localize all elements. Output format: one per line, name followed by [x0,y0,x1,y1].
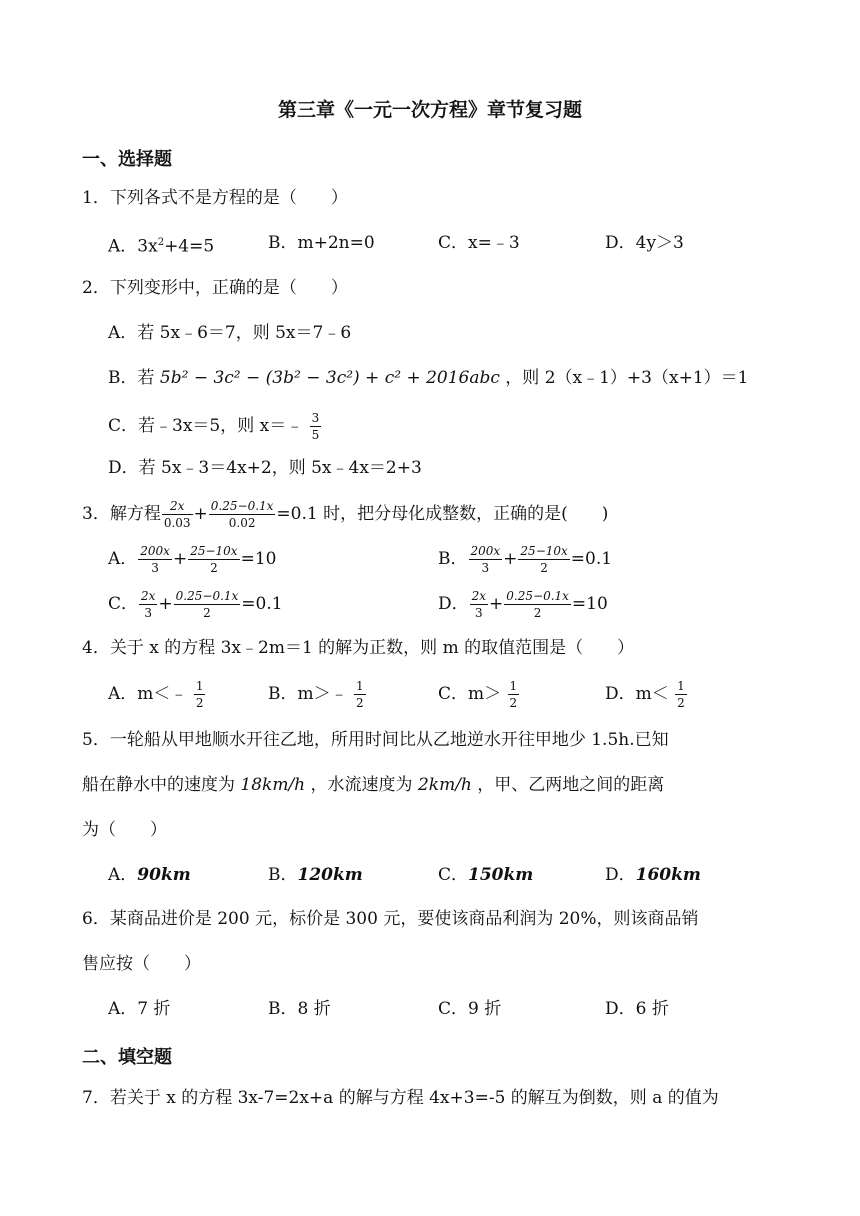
question-2-option-a: A．若 5x﹣6＝7，则 5x＝7﹣6 [108,323,352,343]
section-heading-fill: 二、填空题 [82,1047,172,1068]
question-4-option-d: D．m＜ $\frac{1}{2}$ [605,679,685,710]
fraction: $\frac{3}{5}$ [311,411,320,442]
question-2-option-c: C．若﹣3x＝5，则 x＝﹣ $\frac{3}{5}$ [108,411,320,442]
question-6-option-c: C．9 折 [438,999,502,1019]
question-1-option-b: B．m+2n=0 [268,233,375,253]
question-3-option-c: C． $\frac{2x}{3}$ + $\frac{0.25-0.1x}{2}$ =0.1 [108,589,283,620]
question-1-option-d: D．4y＞3 [605,233,684,253]
question-3-option-d: D． $\frac{2x}{3}$ + $\frac{0.25-0.1x}{2}$ =10 [438,589,608,620]
question-7-line-1: 7．若关于 x 的方程 3x-7=2x+a 的解与方程 4x+3=-5 的解互为倒数，则 a 的值为 [82,1088,719,1108]
question-6-option-d: D．6 折 [605,999,669,1019]
fraction: $\frac{2x}{3}$ [141,589,156,620]
question-5-line-1: 5．一轮船从甲地顺水开往乙地，所用时间比从乙地逆水开往甲地少 1.5h.已知 [82,730,669,750]
question-2-stem: 2．下列变形中，正确的是（ ） [82,278,348,298]
question-3-option-a: A． $\frac{200x}{3}$ + $\frac{25-10x}{2}$ =10 [108,544,277,575]
question-1-option-c: C．x=﹣3 [438,233,520,253]
question-5-option-a: A．90km [108,865,191,885]
question-3-option-b: B． $\frac{200x}{3}$ + $\frac{25-10x}{2}$ =0.1 [438,544,613,575]
question-5-line-2: 船在静水中的速度为 18km/h ，水流速度为 2km/h ，甲、乙两地之间的距离 [82,775,665,795]
question-2-option-d: D．若 5x﹣3＝4x+2，则 5x﹣4x＝2+3 [108,458,422,478]
question-4-option-a: A．m＜﹣ $\frac{1}{2}$ [108,679,204,710]
fraction: $\frac{1}{2}$ [677,679,685,710]
fraction: $\frac{1}{2}$ [509,679,518,710]
fraction: $\frac{0.25-0.1x}{2}$ [175,589,239,620]
question-2-option-b: B．若 5b² − 3c² − (3b² − 3c²) + c² + 2016abc ，则 2（x﹣1）+3（x+1）＝1 [108,368,749,388]
fraction: $\frac{25-10x}{2}$ [520,544,568,575]
question-6-line-1: 6．某商品进价是 200 元，标价是 300 元，要使该商品利润为 20%，则该商品销 [82,909,699,929]
question-1-stem: 1．下列各式不是方程的是（ ） [82,188,348,208]
question-2-expression: 5b² − 3c² − (3b² − 3c²) + c² + 2016abc [159,368,500,388]
fraction: $\frac{0.25-0.1x}{0.02}$ [210,499,274,530]
question-6-line-2: 售应按（ ） [82,954,201,974]
fraction: $\frac{200x}{3}$ [470,544,501,575]
question-4-option-c: C．m＞ $\frac{1}{2}$ [438,679,518,710]
question-4-stem: 4．关于 x 的方程 3x﹣2m＝1 的解为正数，则 m 的取值范围是（ ） [82,638,635,658]
question-1-option-a: A．$3x^2+4=5$ [108,236,215,257]
question-6-option-a: A．7 折 [108,999,171,1019]
question-6-option-b: B．8 折 [268,999,331,1019]
fraction: $\frac{0.25-0.1x}{2}$ [506,589,569,620]
fraction: $\frac{1}{2}$ [195,679,204,710]
fraction: $\frac{25-10x}{2}$ [190,544,238,575]
question-4-option-b: B．m＞﹣ $\frac{1}{2}$ [268,679,364,710]
question-3-stem: 3．解方程 $\frac{2x}{0.03}$ + $\frac{0.25-0.1x}{0.02}$ =0.1 时，把分母化成整数，正确的是( ) [82,499,609,530]
question-5-option-b: B．120km [268,865,363,885]
fraction: $\frac{1}{2}$ [356,679,364,710]
page-title: 第三章《一元一次方程》章节复习题 [277,99,582,121]
fraction: $\frac{2x}{0.03}$ [163,499,191,530]
question-5-line-3: 为（ ） [82,820,167,840]
fraction: $\frac{2x}{3}$ [471,589,487,620]
fraction: $\frac{200x}{3}$ [140,544,170,575]
section-heading-choice: 一、选择题 [82,149,172,170]
question-5-option-c: C．150km [438,865,534,885]
question-5-option-d: D．160km [605,865,701,885]
